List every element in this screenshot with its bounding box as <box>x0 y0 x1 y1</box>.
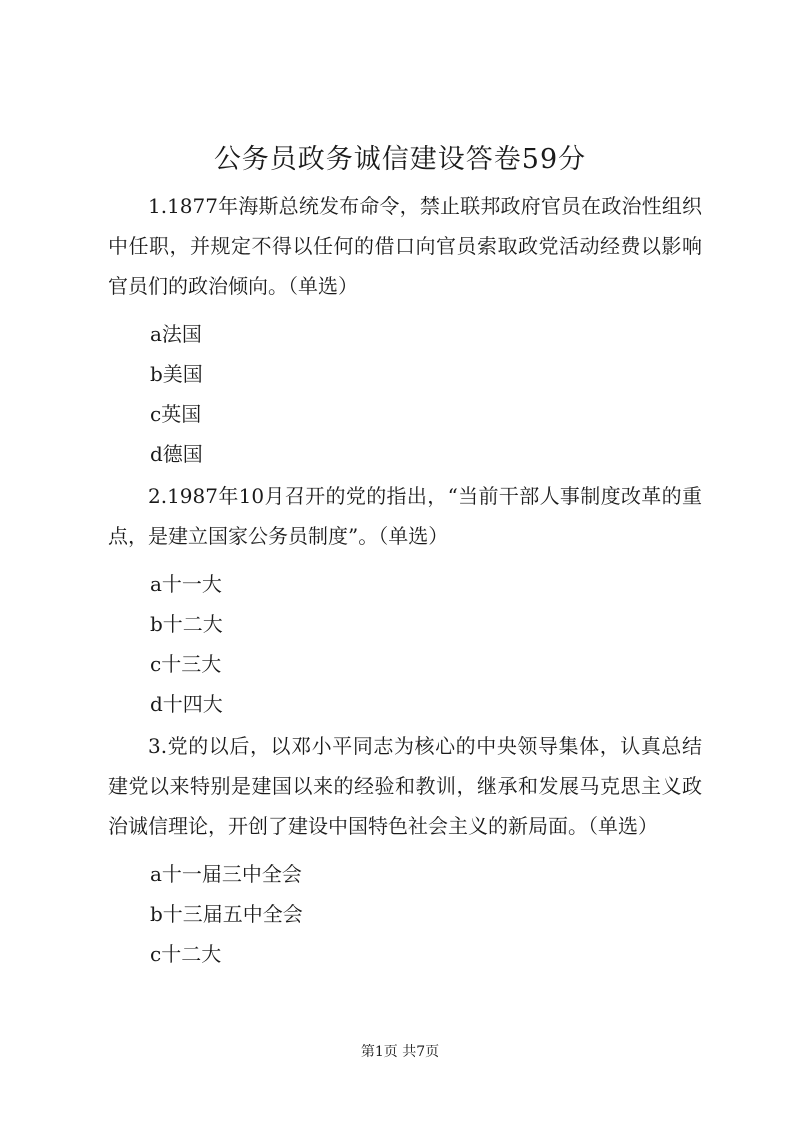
question-text: 2.1987年10月召开的党的指出，“当前干部人事制度改革的重点，是建立国家公务员制度”。（单选） <box>108 484 702 548</box>
answer-option: b美国 <box>150 362 203 386</box>
page-footer: 第1页 共7页 <box>360 1044 440 1060</box>
answer-option: c十二大 <box>150 942 222 966</box>
answer-option: a法国 <box>150 322 202 346</box>
question-text: 1.1877年海斯总统发布命令，禁止联邦政府官员在政治性组织中任职，并规定不得以任何的借口向官员索取政党活动经费以影响官员们的政治倾向。（单选） <box>108 194 702 298</box>
answer-option: b十三届五中全会 <box>150 902 303 926</box>
answer-option: b十二大 <box>150 612 223 636</box>
question-3 <box>108 726 702 974</box>
document-title: 公务员政务诚信建设答卷59分 <box>213 144 587 175</box>
answer-option: d十四大 <box>150 692 223 716</box>
answer-option: a十一大 <box>150 572 222 596</box>
answer-option: a十一届三中全会 <box>150 862 302 886</box>
question-text: 3.党的以后，以邓小平同志为核心的中央领导集体，认真总结建党以来特别是建国以来的经验和教训，继承和发展马克思主义政治诚信理论，开创了建设中国特色社会主义的新局面。（单选） <box>108 734 702 838</box>
question-1 <box>108 186 702 474</box>
question-2 <box>108 476 702 724</box>
answer-option: d德国 <box>150 442 203 466</box>
answer-option: c十三大 <box>150 652 222 676</box>
answer-option: c英国 <box>150 402 202 426</box>
document-body <box>108 186 702 974</box>
